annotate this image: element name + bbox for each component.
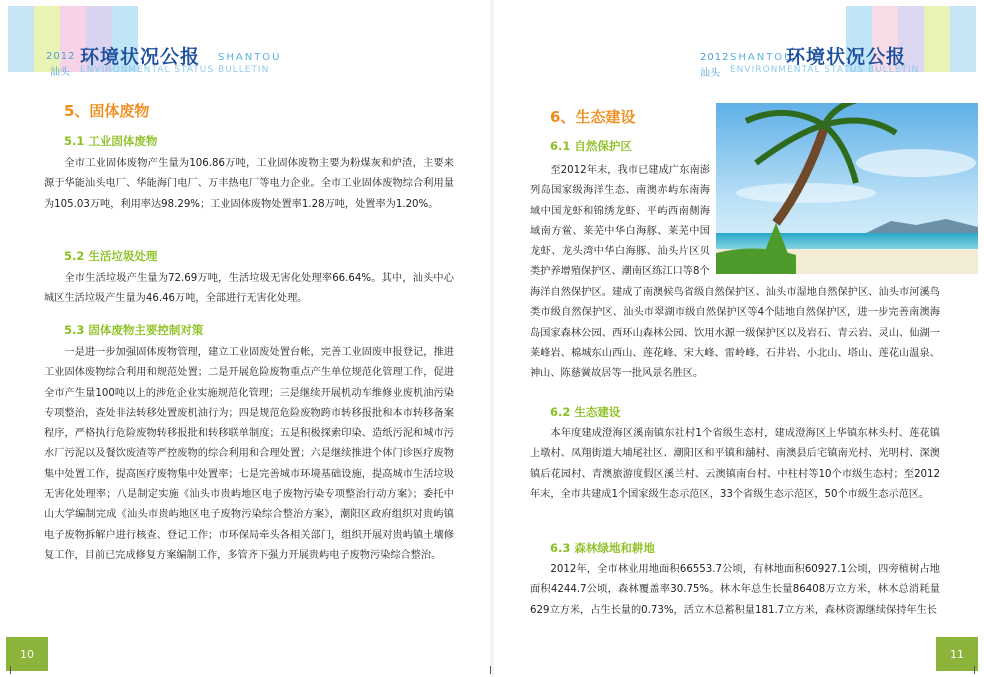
header-en-subtitle: ENVIRONMENTAL STATUS BULLETIN: [80, 65, 270, 75]
paragraph: 本年度建成澄海区溪南镇东社村1个省级生态村，建成澄海区上华镇东林头村、莲花镇上墩村、凤翔街道大埔尾社区、潮阳区和平镇和舖村、南澳县后宅镇南光村、光明村、深澳镇后花园村、青澳旅游度假区溪兰村、云澳镇南台村、中柱村等10个市级生态村；至2012年末，全市共建成1个国家级生态示范区，33个省级生态示范区，50个市级生态示范区。: [530, 428, 940, 500]
left-page: [0, 0, 490, 677]
crop-mark: [10, 666, 11, 674]
paragraph: 至2012年末，我市已建成广东南澎列岛国家级海洋生态、南澳赤屿东南海域中国龙虾和锦绣龙虾、平屿西南侧海域南方鲎、莱芜中华白海豚、莱芜中国龙虾、龙头湾中华白海豚、汕头片区贝类护养增殖保护区、潮南区练江口等8个: [530, 165, 710, 278]
palm-tree-image: [716, 103, 978, 274]
header-city: 汕头: [700, 68, 720, 79]
header-en-city: SHANTOU: [730, 52, 794, 63]
section-heading: 5、固体废物: [64, 102, 150, 120]
paragraph: 全市工业固体废物产生量为106.86万吨，工业固体废物主要为粉煤灰和炉渣，主要来源于华能汕头电厂、华能海门电厂、万丰热电厂等电力企业。全市工业固体废物综合利用量为105.03万吨，利用率达98.29%；工业固体废物处置率1.28万吨，处置率为1.20%。: [44, 158, 454, 210]
right-page: [494, 0, 984, 677]
section-heading: 6、生态建设: [550, 108, 636, 126]
header-title: 环境状况公报: [80, 46, 201, 68]
subsection-title: 5.1 工业固体废物: [64, 134, 158, 148]
page-number: 11: [936, 637, 978, 671]
stripe: [950, 6, 976, 72]
palm-beach-photo: [716, 103, 978, 274]
page-number: 10: [6, 637, 48, 671]
crop-mark: [490, 666, 491, 674]
header-year: 2012: [46, 51, 76, 62]
header-title: 环境状况公报: [786, 46, 907, 68]
subsection-title: 6.3 森林绿地和耕地: [550, 541, 655, 555]
crop-mark: [974, 666, 975, 674]
paragraph: 一是进一步加强固体废物管理，建立工业固废处置台帐，完善工业固废申报登记，推进工业固体废物综合利用和规范处置；二是开展危险废物重点产生单位规范化管理工作，促进全市产生量100吨以上的涉危企业实施规范化管理；三是继续开展机动车维修业废机油污染专项整治，查处非法转移处置废机油行为；四是规范危险废物跨市转移报批和本市转移备案程序，严格执行危险废物转移报批和转移联单制度；五是积极探索印染、造纸污泥和城市污水厂污泥以及餐饮废渣等严控废物的综合利用和合理处置；六是继续推进个体门诊医疗废物集中处置工作，提高医疗废物集中处置率；七是完善城市环境基础设施，提高城市生活垃圾无害化处理率；八是制定实施《汕头市贵屿地区电子废物污染专项整治行动方案》；委托中山大学编制完成《汕头市贵屿地区电子废物污染综合整治方案》，潮阳区政府组织对贵屿镇电子废物拆解户进行核查、登记工作；市环保局牵头各相关部门，组织开展对贵屿镇土壤修复工作，目前已完成修复方案编制工作，多管齐下强力开展贵屿电子废物污染综合整治。: [44, 347, 454, 561]
header-year: 2012: [700, 52, 730, 63]
header-city: 汕头: [50, 67, 70, 78]
header-en-city: SHANTOU: [218, 52, 282, 63]
header-en-subtitle: ENVIRONMENTAL STATUS BULLETIN: [730, 65, 920, 75]
subsection-title: 5.3 固体废物主要控制对策: [64, 323, 204, 337]
stripe: [8, 6, 34, 72]
paragraph: 全市生活垃圾产生量为72.69万吨，生活垃圾无害化处理率66.64%。其中，汕头中心城区生活垃圾产生量为46.46万吨，全部进行无害化处理。: [44, 273, 454, 305]
subsection-title: 5.2 生活垃圾处理: [64, 249, 158, 263]
stripe: [924, 6, 950, 72]
subsection-title: 6.1 自然保护区: [550, 139, 632, 153]
paragraph: 2012年，全市林业用地面积66553.7公顷，有林地面积60927.1公顷，四旁植树占地面积4244.7公顷，森林覆盖率30.75%。林木年总生长量86408万立方米，林木总消耗量629立方米，占生长量的0.73%，活立木总蓄积量181.7立方米，森林资源继续保持年生长: [530, 564, 940, 616]
paragraph-continued: 海洋自然保护区。建成了南澳候鸟省级自然保护区、汕头市湿地自然保护区、汕头市河溪鸟类市级自然保护区、汕头市翠湖市级自然保护区等4个陆地自然保护区，进一步完善南澳海岛国家森林公园、西环山森林公园、饮用水源一级保护区以及岩石、青云岩、灵山、仙湖一莱峰岩、棉城东山西山、莲花峰、宋大峰、雷岭峰、石井岩、小北山、塔山、莲花山温泉、神山、陈慈黉故居等一批风景名胜区。: [530, 287, 940, 380]
subsection-title: 6.2 生态建设: [550, 405, 621, 419]
